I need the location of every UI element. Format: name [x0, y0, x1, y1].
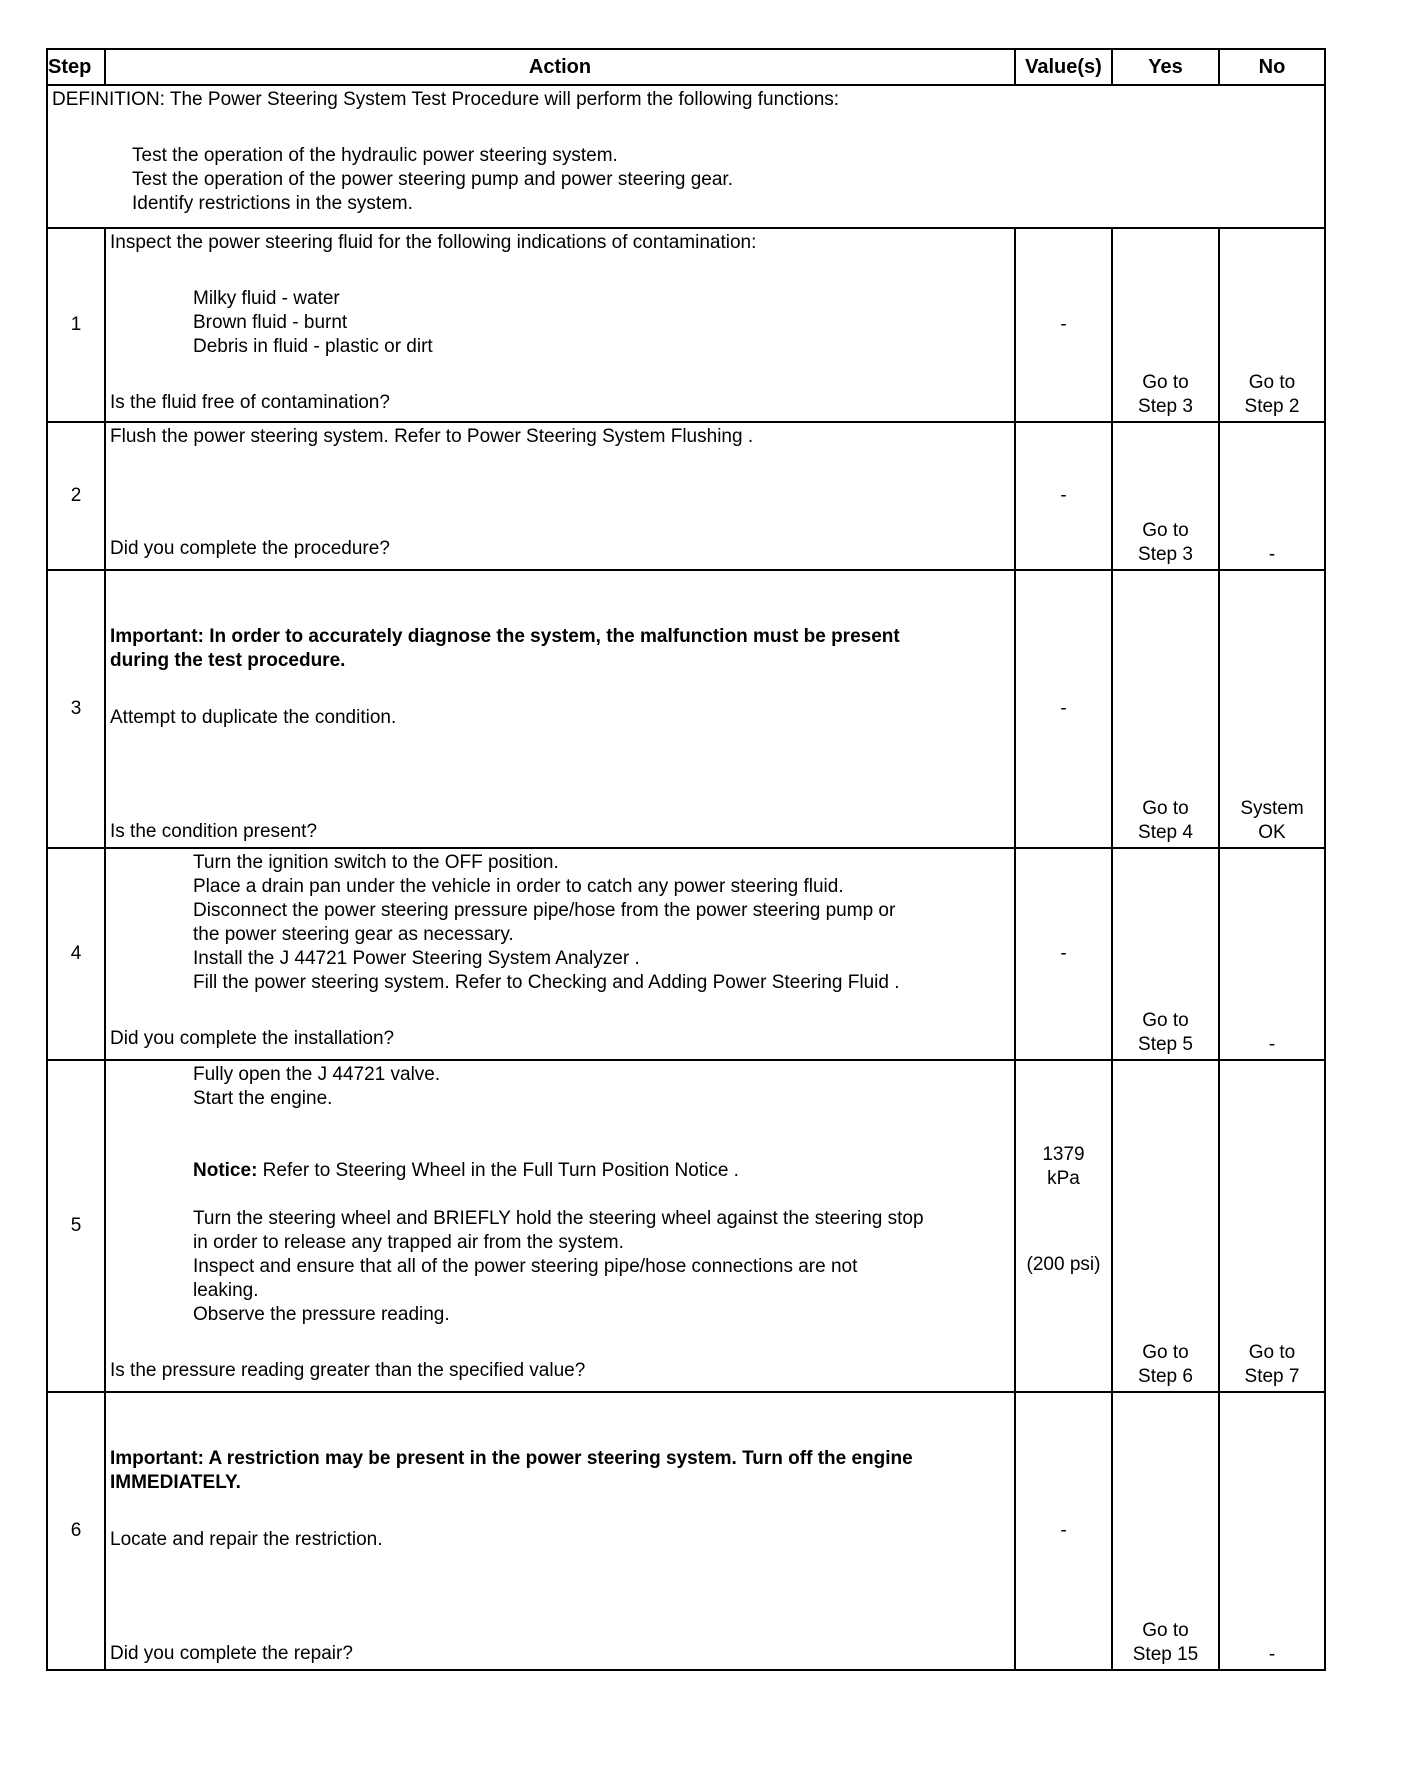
yes-cell: Go to Step 3 — [1112, 228, 1219, 422]
step-value: - — [1015, 1392, 1112, 1670]
definition-text: DEFINITION: The Power Steering System Test Procedure will perform the following functions: — [52, 89, 840, 110]
step-number: 3 — [47, 570, 105, 848]
list-item: Fill the power steering system. Refer to Checking and Adding Power Steering Fluid . — [193, 972, 900, 993]
no-cell: - — [1219, 422, 1325, 570]
list-item: Place a drain pan under the vehicle in order to catch any power steering fluid. — [193, 876, 844, 897]
no-cell: Go to Step 2 — [1219, 228, 1325, 422]
header-yes: Yes — [1112, 49, 1219, 85]
list-item: Install the J 44721 Power Steering System Analyzer . — [193, 948, 640, 969]
definition-item: Test the operation of the hydraulic power steering system. — [132, 145, 618, 166]
list-item: Turn the ignition switch to the OFF position. — [193, 852, 559, 873]
list-item: Inspect and ensure that all of the power steering pipe/hose connections are not — [193, 1256, 858, 1277]
step-question: Is the condition present? — [110, 821, 318, 842]
header-no: No — [1219, 49, 1325, 85]
step-row-6 — [47, 1392, 1325, 1670]
step-value: - — [1015, 570, 1112, 848]
notice — [110, 1159, 1010, 1183]
no-cell: System OK — [1219, 570, 1325, 848]
step-value: - — [1015, 422, 1112, 570]
step-question: Is the fluid free of contamination? — [110, 392, 390, 413]
list-item: Brown fluid - burnt — [193, 312, 348, 333]
no-cell: Go to Step 7 — [1219, 1060, 1325, 1392]
important-note: during the test procedure. — [110, 650, 346, 671]
step-number: 5 — [47, 1060, 105, 1392]
important-note: Important: A restriction may be present in the power steering system. Turn off the engine — [110, 1448, 913, 1469]
header-action: Action — [105, 49, 1015, 85]
step-question: Did you complete the installation? — [110, 1028, 395, 1049]
step-intro: Inspect the power steering fluid for the following indications of contamination: — [110, 232, 757, 253]
yes-cell: Go to Step 6 — [1112, 1060, 1219, 1392]
step-row-3 — [47, 570, 1325, 848]
step-row-5 — [47, 1060, 1325, 1392]
step-number: 1 — [47, 228, 105, 422]
step-number: 4 — [47, 848, 105, 1060]
header-step: Step — [47, 49, 105, 85]
value-imperial: (200 psi) — [1026, 1254, 1101, 1275]
list-item: Observe the pressure reading. — [193, 1304, 450, 1325]
list-item: Fully open the J 44721 valve. — [193, 1064, 441, 1085]
list-item: Turn the steering wheel and BRIEFLY hold the steering wheel against the steering stop — [193, 1208, 924, 1229]
no-cell: - — [1219, 848, 1325, 1060]
step-question: Is the pressure reading greater than the specified value? — [110, 1360, 586, 1381]
yes-cell: Go to Step 3 — [1112, 422, 1219, 570]
step-question: Did you complete the procedure? — [110, 538, 390, 559]
list-item: Debris in fluid - plastic or dirt — [193, 336, 433, 357]
list-item: Milky fluid - water — [193, 288, 340, 309]
definition-item: Identify restrictions in the system. — [132, 193, 413, 214]
step-value: - — [1015, 228, 1112, 422]
value-metric: 1379 — [1042, 1144, 1085, 1165]
step-action — [105, 1060, 1015, 1392]
step-action — [105, 570, 1015, 848]
step-action — [105, 228, 1015, 422]
yes-cell: Go to Step 4 — [1112, 570, 1219, 848]
yes-cell: Go to Step 15 — [1112, 1392, 1219, 1670]
step-value: - — [1015, 848, 1112, 1060]
header-values: Value(s) — [1015, 49, 1112, 85]
step-row-2 — [47, 422, 1325, 570]
step-action — [105, 422, 1015, 570]
step-number: 2 — [47, 422, 105, 570]
list-item: Disconnect the power steering pressure pipe/hose from the power steering pump or — [193, 900, 896, 921]
list-item: the power steering gear as necessary. — [193, 924, 514, 945]
definition-item: Test the operation of the power steering pump and power steering gear. — [132, 169, 733, 190]
list-item: Start the engine. — [193, 1088, 333, 1109]
step-row-4 — [47, 848, 1325, 1060]
step-intro: Flush the power steering system. Refer to Power Steering System Flushing . — [110, 426, 754, 447]
important-note: Important: In order to accurately diagnose the system, the malfunction must be present — [110, 626, 900, 647]
step-action — [105, 1392, 1015, 1670]
notice-label: Notice: — [193, 1160, 258, 1181]
header-row — [47, 49, 1325, 85]
list-item: leaking. — [193, 1280, 259, 1301]
definition-row — [47, 85, 1325, 228]
step-value — [1015, 1060, 1112, 1392]
yes-cell: Go to Step 5 — [1112, 848, 1219, 1060]
notice-text: Refer to Steering Wheel in the Full Turn Position Notice . — [257, 1160, 739, 1181]
list-item: in order to release any trapped air from the system. — [193, 1232, 624, 1253]
step-body: Attempt to duplicate the condition. — [110, 707, 397, 728]
value-unit: kPa — [1047, 1168, 1080, 1189]
step-question: Did you complete the repair? — [110, 1643, 353, 1664]
no-cell: - — [1219, 1392, 1325, 1670]
step-row-1 — [47, 228, 1325, 422]
diagnostic-table — [46, 48, 1326, 1671]
step-number: 6 — [47, 1392, 105, 1670]
step-body: Locate and repair the restriction. — [110, 1529, 383, 1550]
step-action — [105, 848, 1015, 1060]
important-note: IMMEDIATELY. — [110, 1472, 241, 1493]
